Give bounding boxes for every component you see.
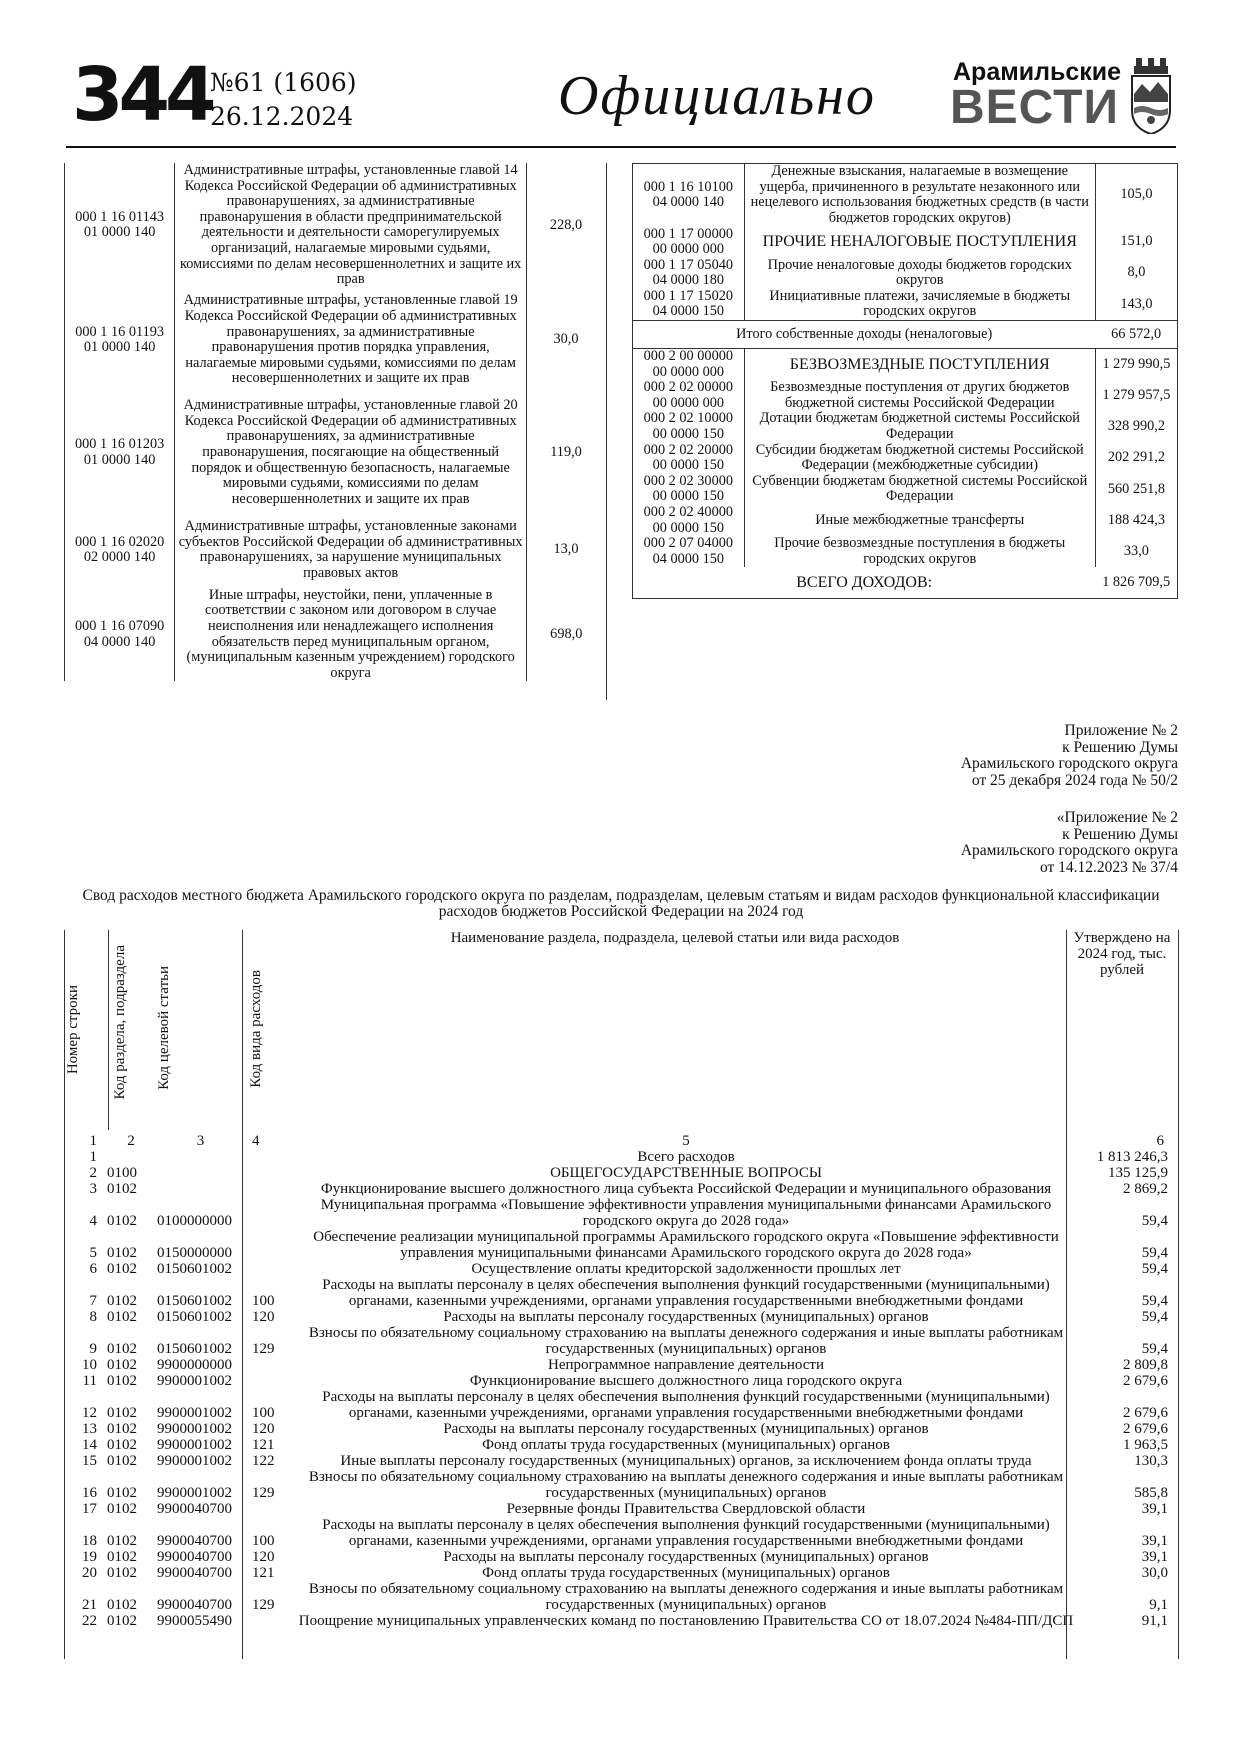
section-code: 0102 bbox=[107, 1501, 137, 1517]
expense-value: 1 813 246,3 bbox=[1096, 1149, 1168, 1165]
section-code: 0102 bbox=[107, 1261, 137, 1277]
expense-name: Взносы по обязательному социальному страхованию на выплаты денежного содержания и иные выплаты работникам государственных (муниципальных) органов bbox=[308, 1469, 1064, 1501]
revenue-name: Административные штрафы, установленные законами субъектов Российской Федерации об административных правонарушениях, за нарушение муниципальных правовых актов bbox=[175, 513, 527, 588]
revenue-name: Иные межбюджетные трансферты bbox=[744, 505, 1095, 536]
expense-value: 30,0 bbox=[1141, 1565, 1168, 1581]
header-kind-code: Код вида расходов bbox=[248, 970, 264, 1088]
table-row bbox=[633, 411, 1178, 442]
table-row bbox=[633, 349, 1178, 381]
expense-name: Фонд оплаты труда государственных (муниципальных) органов bbox=[482, 1565, 890, 1581]
table-row bbox=[633, 443, 1178, 474]
appendix-reference-new bbox=[961, 723, 1178, 789]
revenue-name: Административные штрафы, установленные главой 20 Кодекса Российской Федерации об административных правонарушениях, за административные правонарушения, посягающие на общественный порядок и общественную безопасность, налагаемые мировыми судьями, комиссиями по делам несовершеннолетних и защите их прав bbox=[175, 393, 527, 513]
issue-number: №61 (1606) bbox=[210, 68, 357, 97]
row-number: 12 bbox=[82, 1405, 97, 1421]
revenue-name: Административные штрафы, установленные главой 14 Кодекса Российской Федерации об административных правонарушениях, за административные правонарушения в области предпринимательской деятельности и деятельности саморегулируемых организаций, налагаемые мировыми судьями, комиссиями по делам несовершеннолетних и защите их прав bbox=[175, 163, 527, 288]
subtotal-value: 66 572,0 bbox=[1095, 321, 1177, 349]
section-code: 0102 bbox=[107, 1245, 137, 1261]
section-code: 0102 bbox=[107, 1357, 137, 1373]
revenue-code: 000 2 07 04000 04 0000 150 bbox=[643, 535, 734, 567]
expense-name: Функционирование высшего должностного лица городского округа bbox=[469, 1373, 903, 1389]
revenue-name: Безвозмездные поступления от других бюджетов бюджетной системы Российской Федерации bbox=[744, 380, 1095, 411]
section-code bbox=[101, 1149, 155, 1165]
revenue-value: 202 291,2 bbox=[1107, 449, 1165, 466]
expense-name: Муниципальная программа «Повышение эффективности управления муниципальными финансами Арамильского городского округа до 2028 года» bbox=[320, 1197, 1052, 1229]
revenue-code: 000 2 02 20000 00 0000 150 bbox=[643, 441, 734, 474]
kind-code bbox=[244, 1357, 292, 1373]
newspaper-logo-top: Арамильские bbox=[953, 58, 1122, 86]
revenue-value: 33,0 bbox=[1123, 542, 1149, 559]
row-number: 19 bbox=[82, 1549, 97, 1565]
table-row bbox=[633, 505, 1178, 536]
table-row bbox=[64, 1373, 1178, 1389]
kind-code bbox=[244, 1181, 292, 1197]
revenue-code: 000 1 16 02020 02 0000 140 bbox=[65, 513, 175, 588]
expense-value: 59,4 bbox=[1141, 1261, 1168, 1277]
column-index: 3 bbox=[196, 1133, 205, 1149]
target-code: 9900001002 bbox=[157, 1421, 232, 1437]
row-number: 22 bbox=[82, 1613, 97, 1629]
table-row bbox=[64, 1277, 1178, 1309]
table-row bbox=[64, 1437, 1178, 1453]
revenue-code: 000 2 02 40000 00 0000 150 bbox=[643, 504, 734, 536]
expense-value: 9,1 bbox=[1149, 1597, 1168, 1613]
revenue-code: 000 1 16 07090 04 0000 140 bbox=[65, 588, 175, 682]
expense-name: Расходы на выплаты персоналу государственных (муниципальных) органов bbox=[443, 1549, 929, 1565]
expense-value: 585,8 bbox=[1134, 1485, 1168, 1501]
subtotal-label: Итого собственные доходы (неналоговые) bbox=[633, 321, 1096, 349]
section-code: 0102 bbox=[107, 1437, 137, 1453]
kind-code: 129 bbox=[252, 1341, 275, 1357]
row-number: 6 bbox=[89, 1261, 97, 1277]
revenue-code: 000 2 02 00000 00 0000 000 bbox=[643, 379, 734, 411]
expense-name: Обеспечение реализации муниципальной программы Арамильского городского округа «Повышение эффективности управления муниципальными финансами Арамильского городского округа до 2028 года» bbox=[313, 1229, 1059, 1261]
target-code: 9900040700 bbox=[157, 1549, 232, 1565]
header-approved: Утверждено на 2024 год, тыс. рублей bbox=[1073, 930, 1171, 978]
row-number: 18 bbox=[82, 1533, 97, 1549]
table-row bbox=[64, 1165, 1178, 1181]
table-title: Свод расходов местного бюджета Арамильского городского округа по разделам, подразделам, целевым статьям и видам расходов функциональной классификации расходов бюджетов Российской Федерации на 2024 год bbox=[82, 887, 1160, 921]
revenue-code: 000 2 02 30000 00 0000 150 bbox=[643, 472, 734, 505]
grand-total-row bbox=[633, 567, 1178, 598]
revenue-name: Административные штрафы, установленные главой 19 Кодекса Российской Федерации об административных правонарушениях, за административные правонарушения против порядка управления, налагаемые мировыми судьями, комиссиями по делам несовершеннолетних и защите их прав bbox=[175, 288, 527, 393]
expense-name: Осуществление оплаты кредиторской задолженности прошлых лет bbox=[471, 1261, 901, 1277]
kind-code: 122 bbox=[252, 1453, 275, 1469]
revenue-name: БЕЗВОЗМЕЗДНЫЕ ПОСТУПЛЕНИЯ bbox=[744, 349, 1095, 381]
appendix-line: Приложение № 2 bbox=[1064, 722, 1178, 739]
header-section-code: Код раздела, подраздела bbox=[112, 945, 128, 1100]
table-row bbox=[65, 588, 606, 682]
table-row bbox=[65, 513, 606, 588]
grand-total-label: ВСЕГО ДОХОДОВ: bbox=[796, 573, 933, 591]
target-code: 9900055490 bbox=[157, 1613, 232, 1629]
revenue-table-right bbox=[632, 163, 1178, 599]
revenue-name: ПРОЧИЕ НЕНАЛОГОВЫЕ ПОСТУПЛЕНИЯ bbox=[744, 227, 1095, 258]
row-number: 15 bbox=[82, 1453, 97, 1469]
section-code: 0102 bbox=[107, 1373, 137, 1389]
revenue-name: Иные штрафы, неустойки, пени, уплаченные в соответствии с законом или договором в случае неисполнения или ненадлежащего исполнения обязательств перед муниципальным органом, (муниципальным казенным учреждением) городского округа bbox=[175, 588, 527, 682]
table-row bbox=[633, 227, 1178, 258]
column-index: 6 bbox=[1156, 1133, 1164, 1149]
table-row bbox=[633, 474, 1178, 505]
table-row bbox=[64, 1613, 1178, 1629]
expense-name: Непрограммное направление деятельности bbox=[548, 1357, 824, 1373]
row-number: 2 bbox=[89, 1165, 97, 1181]
table-row bbox=[65, 288, 606, 393]
row-number: 16 bbox=[82, 1485, 97, 1501]
revenue-name: Дотации бюджетам бюджетной системы Российской Федерации bbox=[744, 411, 1095, 442]
expense-value: 59,4 bbox=[1141, 1341, 1168, 1357]
revenue-code: 000 1 16 01203 01 0000 140 bbox=[65, 393, 175, 513]
revenue-code: 000 1 16 10100 04 0000 140 bbox=[643, 178, 734, 211]
kind-code bbox=[244, 1149, 292, 1165]
issue-date: 26.12.2024 bbox=[210, 102, 354, 131]
target-code: 0150601002 bbox=[157, 1261, 232, 1277]
section-code: 0102 bbox=[107, 1405, 137, 1421]
kind-code: 121 bbox=[252, 1565, 275, 1581]
expense-value: 2 679,6 bbox=[1123, 1421, 1168, 1437]
kind-code bbox=[244, 1373, 292, 1389]
column-index-row bbox=[64, 1133, 1178, 1149]
revenue-code: 000 1 17 15020 04 0000 150 bbox=[643, 287, 734, 320]
table-row bbox=[633, 258, 1178, 289]
revenue-value: 13,0 bbox=[553, 541, 579, 558]
revenue-code: 000 1 17 00000 00 0000 000 bbox=[643, 225, 734, 258]
revenue-value: 119,0 bbox=[550, 443, 582, 460]
kind-code: 100 bbox=[252, 1293, 275, 1309]
target-code bbox=[155, 1181, 244, 1197]
revenue-code: 000 2 00 00000 00 0000 000 bbox=[643, 348, 734, 380]
revenue-value: 1 279 957,5 bbox=[1102, 387, 1171, 404]
section-code: 0102 bbox=[107, 1597, 137, 1613]
kind-code: 120 bbox=[252, 1549, 275, 1565]
expense-value: 2 679,6 bbox=[1123, 1405, 1168, 1421]
revenue-name: Субвенции бюджетам бюджетной системы Российской Федерации bbox=[744, 474, 1095, 505]
table-row bbox=[64, 1261, 1178, 1277]
table-row bbox=[64, 1501, 1178, 1517]
target-code: 9900001002 bbox=[157, 1453, 232, 1469]
row-number: 1 bbox=[89, 1149, 97, 1165]
target-code: 0150601002 bbox=[157, 1293, 232, 1309]
appendix-line: от 14.12.2023 № 37/4 bbox=[1039, 858, 1178, 876]
column-index: 2 bbox=[127, 1133, 135, 1149]
revenue-value: 30,0 bbox=[553, 331, 579, 348]
revenue-value: 8,0 bbox=[1127, 264, 1146, 281]
target-code: 9900040700 bbox=[157, 1565, 232, 1581]
column-index: 4 bbox=[252, 1133, 260, 1149]
appendix-line: от 25 декабря 2024 года № 50/2 bbox=[971, 771, 1178, 789]
expense-value: 59,4 bbox=[1141, 1309, 1168, 1325]
revenue-value: 328 990,2 bbox=[1107, 418, 1165, 435]
target-code bbox=[155, 1149, 244, 1165]
kind-code: 120 bbox=[252, 1421, 275, 1437]
expense-name: Иные выплаты персоналу государственных (муниципальных) органов, за исключением фонда оплаты труда bbox=[340, 1453, 1032, 1469]
kind-code: 129 bbox=[252, 1485, 275, 1501]
row-number: 17 bbox=[82, 1501, 97, 1517]
revenue-code: 000 1 16 01143 01 0000 140 bbox=[65, 163, 175, 288]
expenses-table bbox=[64, 1133, 1178, 1629]
expense-value: 2 809,8 bbox=[1123, 1357, 1168, 1373]
table-row bbox=[64, 1453, 1178, 1469]
table-row bbox=[64, 1581, 1178, 1613]
target-code: 9900040700 bbox=[157, 1501, 232, 1517]
expense-name: Всего расходов bbox=[637, 1149, 735, 1165]
section-code: 0102 bbox=[107, 1309, 137, 1325]
column-index: 5 bbox=[682, 1133, 690, 1149]
row-number: 8 bbox=[89, 1309, 97, 1325]
expense-name: ОБЩЕГОСУДАРСТВЕННЫЕ ВОПРОСЫ bbox=[550, 1165, 822, 1181]
kind-code: 121 bbox=[252, 1437, 275, 1453]
expense-value: 59,4 bbox=[1141, 1245, 1168, 1261]
target-code: 9900040700 bbox=[157, 1533, 232, 1549]
row-number: 9 bbox=[89, 1341, 97, 1357]
section-code: 0102 bbox=[107, 1421, 137, 1437]
row-number: 4 bbox=[89, 1213, 97, 1229]
revenue-value: 143,0 bbox=[1120, 295, 1153, 312]
table-border bbox=[1178, 930, 1179, 1659]
revenue-value: 228,0 bbox=[549, 216, 583, 233]
expense-name: Поощрение муниципальных управленческих команд по постановлению Правительства СО от 18.07.2024 №484-ПП/ДСП bbox=[298, 1613, 1074, 1629]
row-number: 3 bbox=[89, 1181, 97, 1197]
revenue-name: Прочие безвозмездные поступления в бюджеты городских округов bbox=[744, 536, 1095, 567]
expense-value: 130,3 bbox=[1134, 1453, 1168, 1469]
revenue-value: 105,0 bbox=[1120, 186, 1153, 203]
table-row bbox=[633, 380, 1178, 411]
appendix-line: к Решению Думы bbox=[1062, 738, 1178, 756]
target-code: 0150601002 bbox=[157, 1309, 232, 1325]
coat-of-arms-icon bbox=[1130, 58, 1172, 134]
kind-code: 120 bbox=[252, 1309, 275, 1325]
row-number: 5 bbox=[89, 1245, 97, 1261]
row-number: 14 bbox=[82, 1437, 97, 1453]
expense-value: 91,1 bbox=[1141, 1613, 1168, 1629]
page-number: 344 bbox=[72, 52, 212, 138]
appendix-line: к Решению Думы bbox=[1062, 825, 1178, 843]
expense-name: Расходы на выплаты персоналу в целях обеспечения выполнения функций государственными (муниципальными) органами, казенными учреждениями, органами управления государственными внебюджетными фондами bbox=[322, 1517, 1050, 1549]
expense-name: Фонд оплаты труда государственных (муниципальных) органов bbox=[482, 1437, 890, 1453]
target-code: 0150000000 bbox=[157, 1245, 232, 1261]
revenue-name: Инициативные платежи, зачисляемые в бюджеты городских округов bbox=[744, 289, 1095, 321]
table-row bbox=[64, 1357, 1178, 1373]
kind-code bbox=[244, 1165, 292, 1181]
header-row-number: Номер строки bbox=[65, 985, 81, 1075]
target-code: 9900001002 bbox=[157, 1373, 232, 1389]
expense-value: 39,1 bbox=[1141, 1501, 1168, 1517]
target-code: 0100000000 bbox=[157, 1213, 232, 1229]
row-number: 20 bbox=[82, 1565, 97, 1581]
target-code: 9900040700 bbox=[157, 1597, 232, 1613]
table-row bbox=[64, 1565, 1178, 1581]
subtotal-row bbox=[633, 321, 1178, 349]
section-code: 0102 bbox=[107, 1533, 137, 1549]
section-code: 0102 bbox=[107, 1341, 137, 1357]
section-code: 0102 bbox=[107, 1213, 137, 1229]
revenue-code: 000 2 02 10000 00 0000 150 bbox=[643, 410, 734, 443]
revenue-code: 000 1 16 01193 01 0000 140 bbox=[65, 288, 175, 393]
section-code: 0100 bbox=[107, 1165, 137, 1181]
target-code: 0150601002 bbox=[157, 1341, 232, 1357]
table-row bbox=[64, 1309, 1178, 1325]
row-number: 7 bbox=[89, 1293, 97, 1309]
target-code bbox=[155, 1165, 244, 1181]
revenue-value: 151,0 bbox=[1120, 233, 1153, 250]
section-code: 0102 bbox=[107, 1565, 137, 1581]
grand-total-value: 1 826 709,5 bbox=[1102, 573, 1171, 590]
kind-code bbox=[244, 1613, 292, 1629]
expense-value: 2 679,6 bbox=[1123, 1373, 1168, 1389]
table-row bbox=[64, 1197, 1178, 1229]
column-divider bbox=[606, 163, 607, 700]
row-number: 21 bbox=[82, 1597, 97, 1613]
table-row bbox=[64, 1517, 1178, 1549]
newspaper-logo-bottom: ВЕСТИ bbox=[950, 81, 1119, 134]
target-code: 9900001002 bbox=[157, 1437, 232, 1453]
table-row bbox=[64, 1421, 1178, 1437]
appendix-line: Арамильского городского округа bbox=[960, 842, 1178, 859]
table-row bbox=[64, 1229, 1178, 1261]
revenue-value: 188 424,3 bbox=[1107, 511, 1165, 528]
revenue-value: 698,0 bbox=[550, 625, 583, 642]
header-name: Наименование раздела, подраздела, целевой статьи или вида расходов bbox=[450, 930, 900, 946]
table-row bbox=[64, 1325, 1178, 1357]
row-number: 13 bbox=[82, 1421, 97, 1437]
header-divider bbox=[108, 930, 109, 1130]
kind-code bbox=[244, 1197, 292, 1229]
expense-value: 135 125,9 bbox=[1108, 1165, 1168, 1181]
column-index: 1 bbox=[89, 1133, 97, 1149]
section-code: 0102 bbox=[107, 1613, 137, 1629]
revenue-name: Денежные взыскания, налагаемые в возмещение ущерба, причиненного в результате незаконного или нецелевого использования бюджетных средств (в части бюджетов городских округов) bbox=[744, 164, 1095, 227]
table-row bbox=[633, 536, 1178, 567]
revenue-value: 560 251,8 bbox=[1107, 480, 1165, 497]
table-row bbox=[65, 393, 606, 513]
section-code: 0102 bbox=[107, 1485, 137, 1501]
expense-name: Функционирование высшего должностного лица субъекта Российской Федерации и муниципального образования bbox=[320, 1181, 1052, 1197]
expense-value: 2 869,2 bbox=[1123, 1181, 1168, 1197]
table-row bbox=[633, 289, 1178, 321]
table-row bbox=[64, 1149, 1178, 1165]
target-code: 9900000000 bbox=[157, 1357, 232, 1373]
expense-name: Расходы на выплаты персоналу в целях обеспечения выполнения функций государственными (муниципальными) органами, казенными учреждениями, органами управления государственными внебюджетными фондами bbox=[322, 1277, 1050, 1309]
masthead-rule bbox=[66, 146, 1176, 148]
table-row bbox=[64, 1389, 1178, 1421]
appendix-reference-old bbox=[961, 810, 1178, 876]
kind-code bbox=[244, 1261, 292, 1277]
appendix-line: «Приложение № 2 bbox=[1056, 809, 1178, 826]
kind-code: 100 bbox=[252, 1533, 275, 1549]
kind-code: 129 bbox=[252, 1597, 275, 1613]
expense-value: 59,4 bbox=[1141, 1293, 1168, 1309]
table-row bbox=[65, 163, 606, 288]
expense-name: Расходы на выплаты персоналу в целях обеспечения выполнения функций государственными (муниципальными) органами, казенными учреждениями, органами управления государственными внебюджетными фондами bbox=[322, 1389, 1050, 1421]
appendix-line: Арамильского городского округа bbox=[960, 755, 1178, 772]
expense-value: 1 963,5 bbox=[1123, 1437, 1168, 1453]
expense-value: 39,1 bbox=[1141, 1549, 1168, 1565]
table-row bbox=[64, 1181, 1178, 1197]
kind-code bbox=[244, 1229, 292, 1261]
section-code: 0102 bbox=[107, 1181, 137, 1197]
expense-name: Взносы по обязательному социальному страхованию на выплаты денежного содержания и иные выплаты работникам государственных (муниципальных) органов bbox=[308, 1581, 1064, 1613]
header-target-code: Код целевой статьи bbox=[156, 966, 172, 1090]
row-number: 11 bbox=[82, 1373, 97, 1389]
section-code: 0102 bbox=[107, 1549, 137, 1565]
expense-name: Расходы на выплаты персоналу государственных (муниципальных) органов bbox=[443, 1421, 929, 1437]
target-code: 9900001002 bbox=[157, 1405, 232, 1421]
revenue-value: 1 279 990,5 bbox=[1102, 355, 1171, 372]
section-code: 0102 bbox=[107, 1453, 137, 1469]
revenue-table-left bbox=[64, 163, 606, 681]
kind-code: 100 bbox=[252, 1405, 275, 1421]
revenue-name: Субсидии бюджетам бюджетной системы Российской Федерации (межбюджетные субсидии) bbox=[744, 443, 1095, 474]
expense-name: Резервные фонды Правительства Свердловской области bbox=[506, 1501, 866, 1517]
target-code: 9900001002 bbox=[157, 1485, 232, 1501]
section-code: 0102 bbox=[107, 1293, 137, 1309]
revenue-name: Прочие неналоговые доходы бюджетов городских округов bbox=[744, 258, 1095, 289]
expense-value: 39,1 bbox=[1141, 1533, 1168, 1549]
kind-code bbox=[244, 1501, 292, 1517]
row-number: 10 bbox=[82, 1357, 97, 1373]
expense-name: Расходы на выплаты персоналу государственных (муниципальных) органов bbox=[443, 1309, 929, 1325]
expense-value: 59,4 bbox=[1141, 1213, 1168, 1229]
revenue-code: 000 1 17 05040 04 0000 180 bbox=[643, 256, 734, 289]
table-row bbox=[633, 164, 1178, 227]
table-row bbox=[64, 1469, 1178, 1501]
section-title: Официально bbox=[558, 65, 876, 127]
table-row bbox=[64, 1549, 1178, 1565]
expense-name: Взносы по обязательному социальному страхованию на выплаты денежного содержания и иные выплаты работникам государственных (муниципальных) органов bbox=[308, 1325, 1064, 1357]
